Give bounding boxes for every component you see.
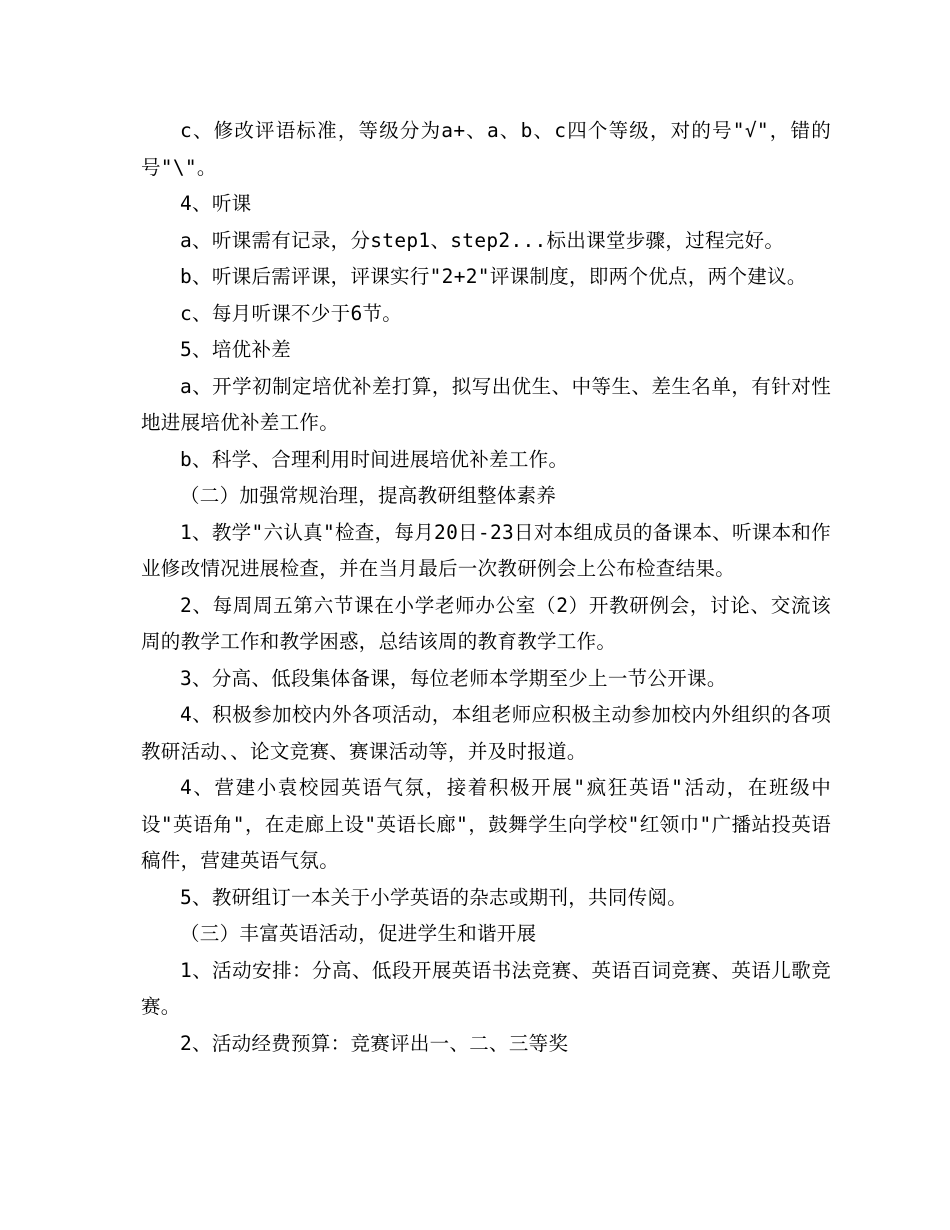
paragraph-weekly-meeting: 2、每周周五第六节课在小学老师办公室（2）开教研例会，讨论、交流该周的教学工作和教学困惑，总结该周的教育教学工作。: [141, 593, 831, 653]
paragraph-tutoring-time: b、科学、合理利用时间进展培优补差工作。: [180, 447, 569, 471]
paragraph-activity-arrangement: 1、活动安排：分高、低段开展英语书法竞赛、英语百词竞赛、英语儿歌竞赛。: [141, 958, 831, 1018]
paragraph-activity-budget: 2、活动经费预算：竞赛评出一、二、三等奖: [180, 1031, 569, 1055]
paragraph-grading-standard: c、修改评语标准，等级分为a+、a、b、c四个等级，对的号"√"，错的号"\"。: [141, 119, 831, 179]
section-heading-lesson-observation: 4、听课: [180, 192, 252, 215]
section-heading-tutoring: 5、培优补差: [180, 338, 292, 361]
paragraph-english-atmosphere: 4、营建小袁校园英语气氛，接着积极开展"疯狂英语"活动，在班级中设"英语角"，在走廊上设"英语长廊"，鼓舞学生向学校"红领巾"广播站投英语稿件，营建英语气氛。: [141, 776, 831, 872]
paragraph-observation-review: b、听课后需评课，评课实行"2+2"评课制度，即两个优点，两个建议。: [180, 265, 807, 288]
paragraph-activities-participation: 4、积极参加校内外各项活动，本组老师应积极主动参加校内外组织的各项教研活动、、论文竞赛、赛课活动等，并及时报道。: [141, 703, 831, 763]
document-body: [141, 113, 831, 1062]
paragraph-observation-records: a、听课需有记录，分step1、step2...标出课堂步骤，过程完好。: [180, 228, 785, 252]
paragraph-six-checks: 1、教学"六认真"检查，每月20日-23日对本组成员的备课本、听课本和作业修改情况进展检查，并在当月最后一次教研例会上公布检查结果。: [141, 520, 831, 580]
paragraph-group-lesson-prep: 3、分高、低段集体备课，每位老师本学期至少上一节公开课。: [180, 666, 727, 690]
paragraph-tutoring-plan: a、开学初制定培优补差打算，拟写出优生、中等生、差生名单，有针对性地进展培优补差工作。: [141, 374, 831, 434]
paragraph-journal-subscription: 5、教研组订一本关于小学英语的杂志或期刊，共同传阅。: [180, 885, 688, 909]
section-heading-routine-management: （二）加强常规治理，提高教研组整体素养: [180, 484, 557, 507]
paragraph-observation-frequency: c、每月听课不少于6节。: [180, 301, 403, 325]
section-heading-english-activities: （三）丰富英语活动，促进学生和谐开展: [180, 922, 537, 945]
